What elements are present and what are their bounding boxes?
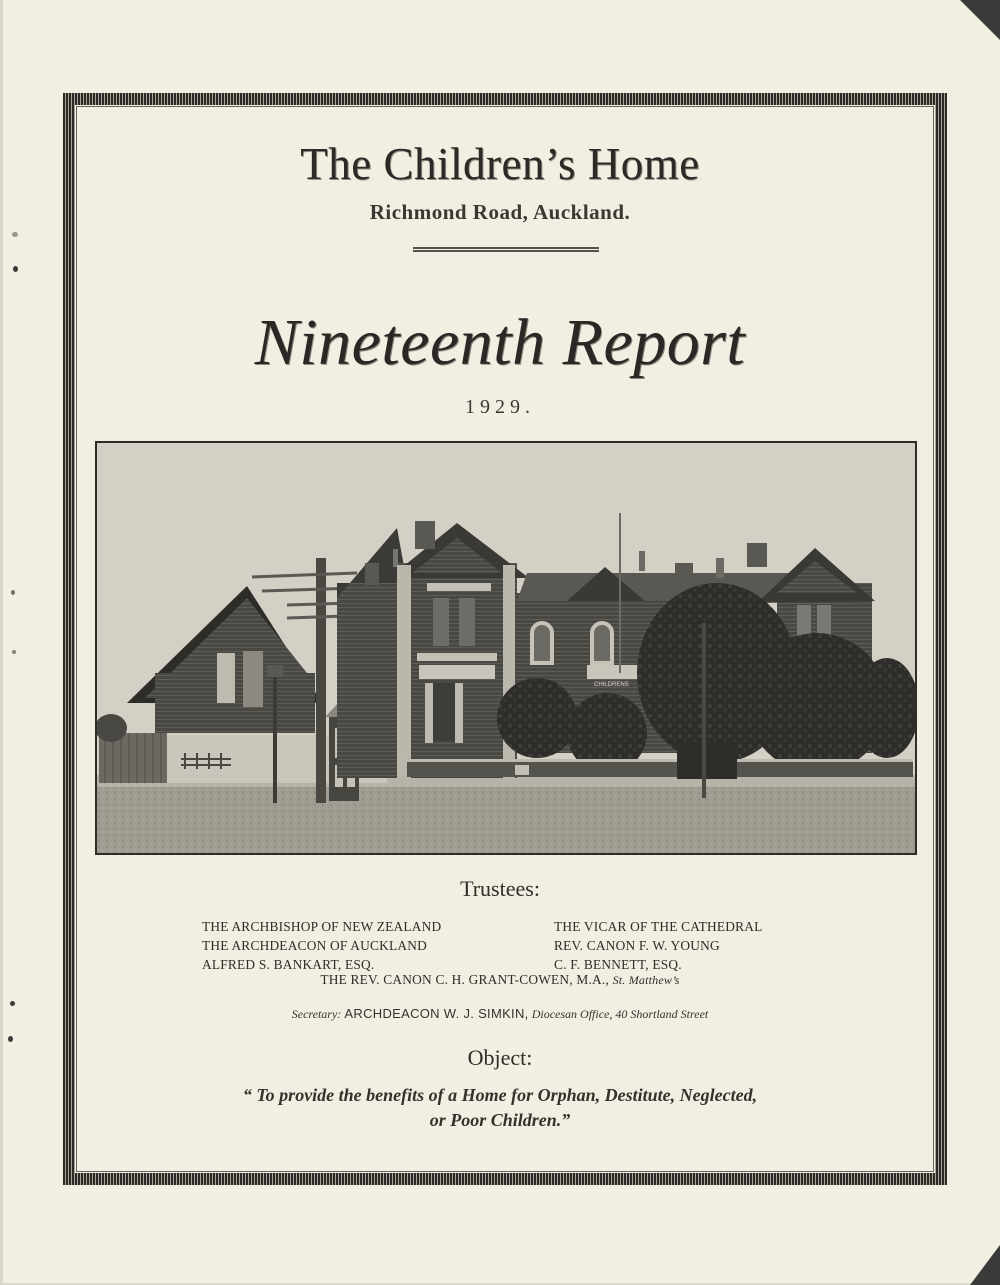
building-sign-text: CHILDRENS [594,682,629,688]
paper-speck [12,232,18,237]
report-title: Nineteenth Report [254,306,746,379]
trustee-name: THE ARCHBISHOP OF NEW ZEALAND [202,919,442,934]
secretary-label: Secretary: [291,1007,342,1021]
trustee-name: ALFRED S. BANKART, ESQ. [202,957,375,972]
paper-speck [12,650,16,654]
trustee-name: REV. CANON F. W. YOUNG [554,938,720,953]
trustees-heading: Trustees: [460,876,540,901]
page-title: The Children’s Home [300,139,700,189]
trustee-name: THE REV. CANON C. H. GRANT-COWEN, M.A., [320,972,609,987]
trustees-left-column [202,917,441,974]
secretary-line [0,1006,1000,1022]
object-line-1: “ To provide the benefits of a Home for Orphan, Destitute, Neglected, [242,1085,758,1105]
trustee-name: C. F. BENNETT, ESQ. [554,957,682,972]
trustee-name: THE VICAR OF THE CATHEDRAL [554,919,763,934]
paper-speck [8,1036,13,1042]
paper-speck [11,590,15,595]
trustee-name: THE ARCHDEACON OF AUCKLAND [202,938,428,953]
object-heading: Object: [467,1045,533,1070]
secretary-name: ARCHDEACON W. J. SIMKIN, [344,1006,529,1021]
trustee-parish: St. Matthew’s [612,973,680,987]
report-year: 1929. [465,396,535,418]
trustees-right-column [554,917,763,974]
object-line-2: or Poor Children.” [429,1110,571,1130]
trustee-last-line [0,972,1000,988]
paper-speck [13,266,18,272]
building-photograph [95,441,917,855]
object-statement [0,1083,1000,1133]
address-subtitle: Richmond Road, Auckland. [369,200,631,224]
secretary-address: Diocesan Office, 40 Shortland Street [531,1007,709,1021]
double-rule-divider [413,247,599,252]
